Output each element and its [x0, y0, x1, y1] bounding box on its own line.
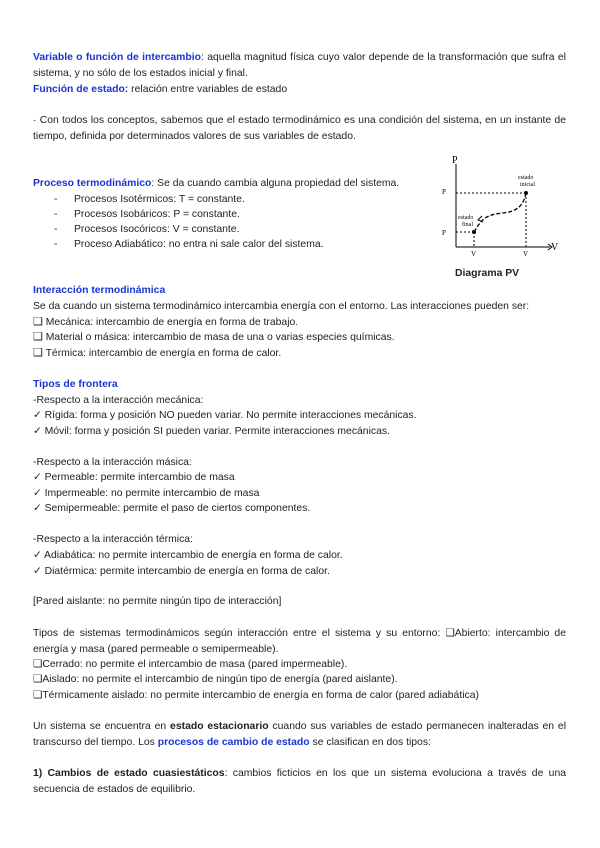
vf-label: V: [471, 250, 477, 258]
definition-variable-text: : aquella magnitud física cuyo valor depende de la transformación que sufra el sistema, y no sólo de los estados inicial y final.: [33, 52, 566, 79]
list-item: ✓ Móvil: forma y posición SI pueden variar. Permite interacciones mecánicas.: [33, 426, 390, 437]
pf-label: P: [442, 229, 446, 237]
list-item: - Procesos Isocóricos: V = constante.: [54, 224, 240, 235]
definition-variable: [33, 50, 566, 82]
initial-state-label-1: estado: [518, 175, 534, 181]
cuasiestaticos-paragraph: 1) Cambios de estado cuasiestáticos: cambios ficticios en los que un sistema evoluciona a través de una secuencia de estados de equilibrio.: [33, 768, 566, 795]
list-item: ✓ Semipermeable: permite el paso de ciertos componentes.: [33, 503, 311, 514]
list-item: ❑Térmicamente aislado: no permite intercambio de energía en forma de calor (pared adiabática): [33, 690, 479, 701]
list-item: ✓ Adiabática: no permite intercambio de energía en forma de calor.: [33, 550, 343, 561]
intro-paragraph: · Con todos los conceptos, sabemos que el estado termodinámico es una condición del sistema, en un instante de tiempo, definida por determinados valores de sus variables de estado.: [33, 115, 566, 142]
vi-label: V: [523, 250, 529, 258]
definition-funcion-estado: [33, 82, 566, 98]
v-axis-label: V: [551, 242, 559, 253]
process-path: [474, 193, 526, 232]
list-item: ❑ Térmica: intercambio de energía en forma de calor.: [33, 347, 282, 359]
term-variable: Variable o función de intercambio: [33, 52, 201, 63]
list-item: - Procesos Isotérmicos: T = constante.: [54, 194, 245, 205]
final-state-label-2: final: [462, 222, 473, 228]
sistema-abierto: ❑Abierto: intercambio de energía y masa (pared permeable o semipermeable).: [33, 628, 566, 655]
section-title-frontera: Tipos de frontera: [33, 379, 118, 390]
definition-proceso-text: : Se da cuando cambia alguna propiedad del sistema.: [151, 178, 400, 189]
estacionario-paragraph: Un sistema se encuentra en estado estacionario cuando sus variables de estado permanecen inalteradas en el transcurso del tiempo. Los procesos de cambio de estado se clasifican en dos tipos:: [33, 721, 566, 748]
final-state-label-1: estado: [458, 215, 474, 221]
term-cuasiestaticos: 1) Cambios de estado cuasiestáticos: [33, 768, 225, 779]
list-item: ✓ Permeable: permite intercambio de masa: [33, 472, 235, 483]
definition-proceso: [33, 176, 413, 192]
frontera-masica-head: -Respecto a la interacción másica:: [33, 457, 192, 468]
initial-state-label-2: inicial: [520, 182, 535, 188]
final-state-point: [472, 230, 476, 234]
term-proceso: Proceso termodinámico: [33, 178, 152, 189]
list-item: ✓ Diatérmica: permite intercambio de energía en forma de calor.: [33, 566, 330, 577]
list-item: ❑ Material o másica: intercambio de masa de una o varias especies químicas.: [33, 331, 395, 343]
list-item: - Procesos Isobáricos: P = constante.: [54, 209, 240, 220]
pv-diagram: [436, 152, 566, 262]
interaccion-text: Se da cuando un sistema termodinámico intercambia energía con el entorno. Las interacciones pueden ser:: [33, 301, 530, 312]
p-axis-label: P: [452, 155, 458, 166]
term-procesos-cambio: procesos de cambio de estado: [157, 737, 310, 748]
term-estacionario: estado estacionario: [170, 721, 269, 732]
definition-funcion-estado-text: relación entre variables de estado: [128, 84, 288, 95]
list-item: ❑Aislado: no permite el intercambio de ningún tipo de energía (pared aislante).: [33, 674, 398, 685]
term-funcion-estado: Función de estado:: [33, 84, 129, 95]
list-item: - Proceso Adiabático: no entra ni sale calor del sistema.: [54, 239, 324, 250]
pi-label: P: [442, 188, 446, 196]
pared-aislante-note: [Pared aislante: no permite ningún tipo de interacción]: [33, 596, 282, 607]
list-item: ❑ Mecánica: intercambio de energía en forma de trabajo.: [33, 316, 299, 328]
list-item: ✓ Rígida: forma y posición NO pueden variar. No permite interacciones mecánicas.: [33, 410, 417, 421]
diagram-caption: Diagrama PV: [455, 268, 520, 279]
list-item: ❑Cerrado: no permite el intercambio de masa (pared impermeable).: [33, 659, 348, 670]
list-item: ✓ Impermeable: no permite intercambio de masa: [33, 488, 260, 499]
sistemas-paragraph: Tipos de sistemas termodinámicos según interacción entre el sistema y su entorno: ❑Abierto: intercambio de energía y masa (pared permeable o semipermeable).: [33, 628, 566, 655]
frontera-mecanica-head: -Respecto a la interacción mecánica:: [33, 395, 204, 406]
section-title-interaccion: Interacción termodinámica: [33, 285, 166, 296]
initial-state-point: [524, 191, 528, 195]
frontera-termica-head: -Respecto a la interacción térmica:: [33, 534, 193, 545]
